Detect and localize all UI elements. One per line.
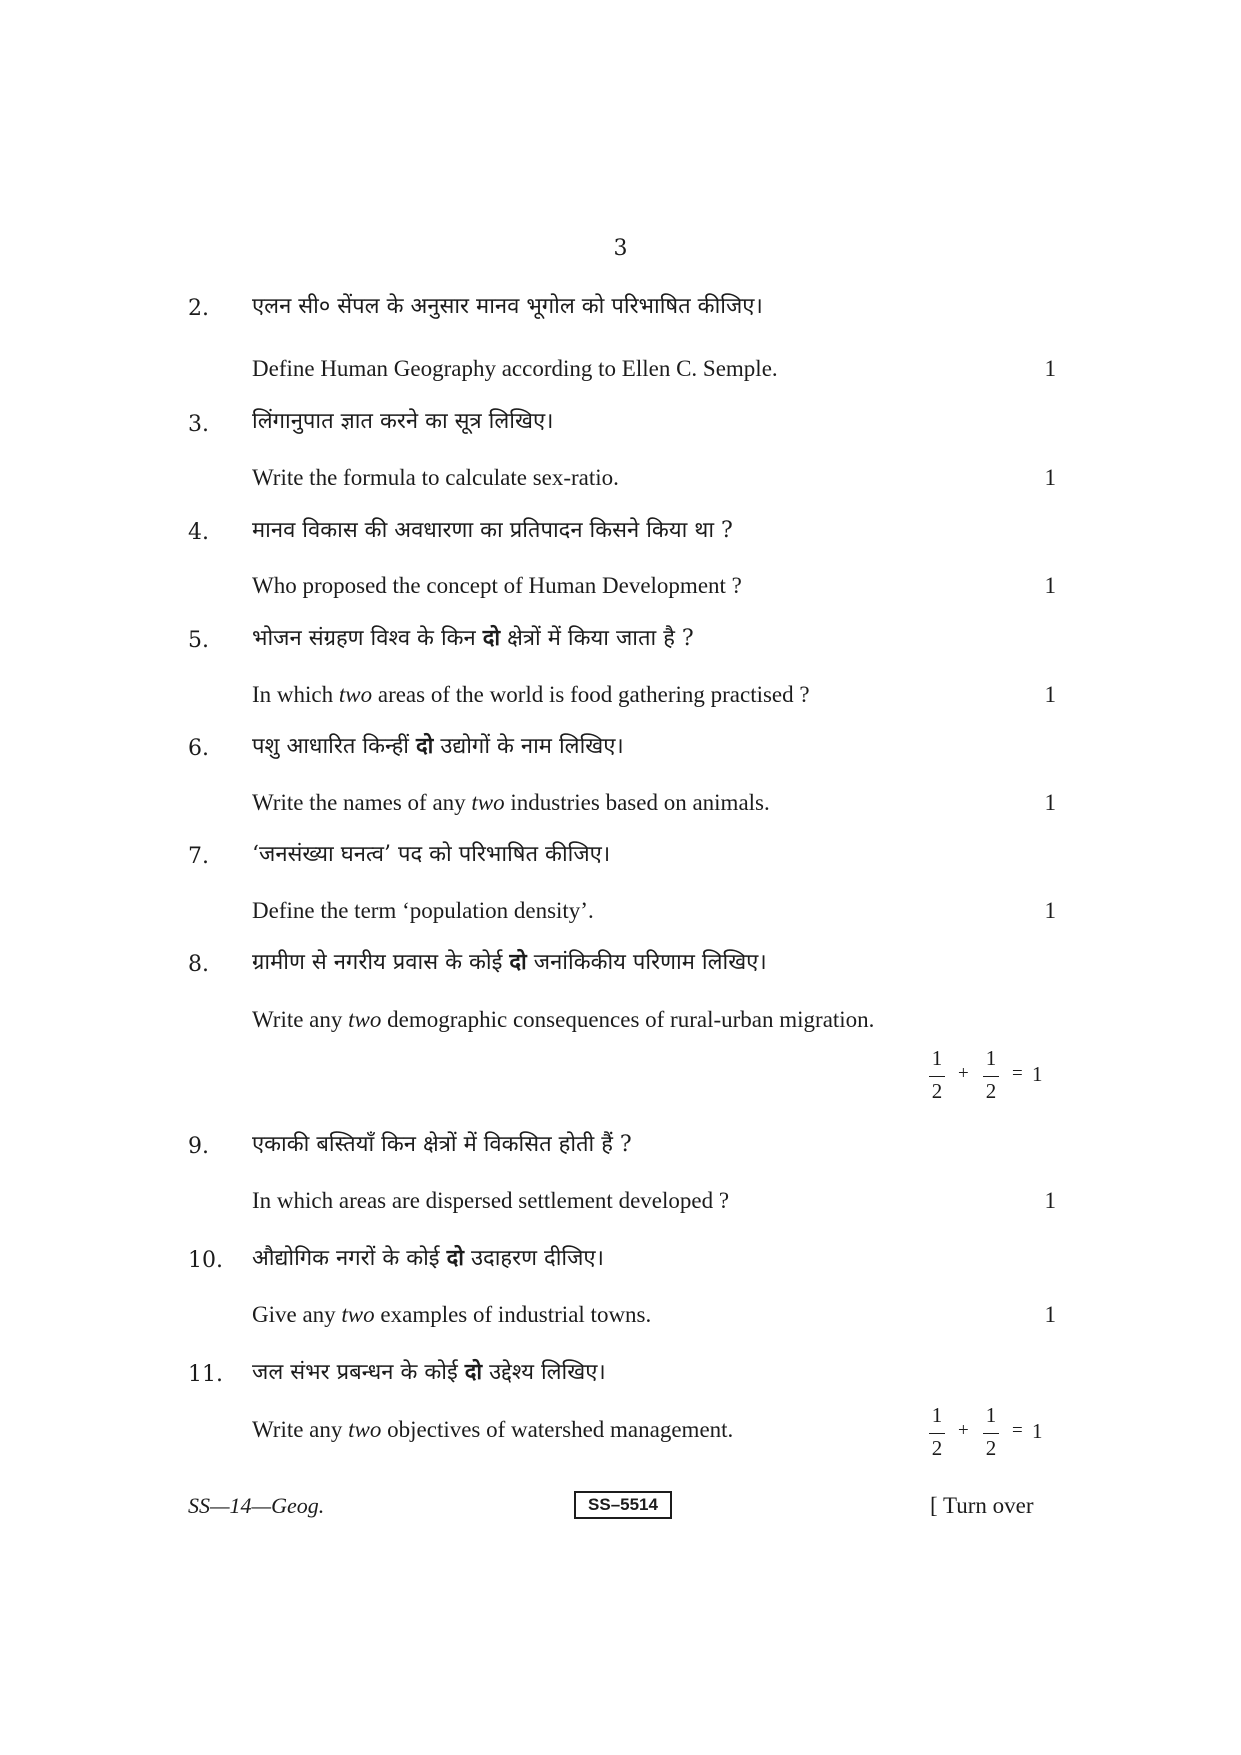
question-marks: 1 — [1044, 573, 1056, 598]
question-marks: 1 — [1044, 1188, 1056, 1213]
question-hindi: ‘जनसंख्या घनत्व’ पद को परिभाषित कीजिए। — [252, 842, 611, 867]
question-hindi: एलन सी० सेंपल के अनुसार मानव भूगोल को परिभाषित कीजिए। — [252, 294, 763, 319]
fraction-denominator: 2 — [931, 1079, 943, 1103]
question-english: Write any two demographic consequences of rural-urban migration. — [252, 1007, 875, 1032]
question-number: 6. — [188, 736, 209, 761]
fraction-bar — [929, 1433, 945, 1434]
question-number: 2. — [188, 296, 209, 321]
question-english: Define Human Geography according to Ellen C. Semple. — [252, 356, 778, 381]
question-hindi: मानव विकास की अवधारणा का प्रतिपादन किसने किया था ? — [252, 518, 733, 543]
question-hindi: भोजन संग्रहण विश्व के किन दो क्षेत्रों में किया जाता है ? — [252, 625, 694, 651]
split-marks — [928, 1403, 1058, 1463]
question-hindi: ग्रामीण से नगरीय प्रवास के कोई दो जनांकिकीय परिणाम लिखिए। — [252, 949, 767, 975]
question-english: Write any two objectives of watershed management. — [252, 1417, 734, 1442]
split-marks — [928, 1046, 1058, 1106]
question-english: Who proposed the concept of Human Development ? — [252, 573, 742, 598]
fraction-bar — [983, 1433, 999, 1434]
question-hindi: औद्योगिक नगरों के कोई दो उदाहरण दीजिए। — [252, 1245, 604, 1271]
question-marks: 1 — [1044, 356, 1056, 381]
fraction-numerator: 1 — [931, 1046, 943, 1070]
question-english: Write the names of any two industries based on animals. — [252, 790, 770, 815]
question-number: 4. — [188, 520, 209, 545]
question-marks: 1 — [1044, 790, 1056, 815]
question-hindi: लिंगानुपात ज्ञात करने का सूत्र लिखिए। — [252, 409, 554, 434]
split-marks-total: 1 — [1032, 1062, 1043, 1086]
question-marks: 1 — [1044, 898, 1056, 923]
question-number: 9. — [188, 1134, 209, 1159]
question-marks: 1 — [1044, 1302, 1056, 1327]
question-hindi: एकाकी बस्तियाँ किन क्षेत्रों में विकसित होती हैं ? — [252, 1132, 632, 1157]
footer-turn-over: [ Turn over — [930, 1493, 1034, 1518]
footer-paper-code: SS—14—Geog. — [188, 1493, 325, 1518]
fraction-numerator: 1 — [931, 1403, 943, 1427]
fraction-bar — [929, 1076, 945, 1077]
question-english: In which two areas of the world is food gathering practised ? — [252, 682, 810, 707]
question-hindi: जल संभर प्रबन्धन के कोई दो उद्देश्य लिखिए। — [252, 1359, 606, 1385]
question-english: Write the formula to calculate sex-ratio. — [252, 465, 619, 490]
fraction-numerator: 1 — [985, 1403, 997, 1427]
question-number: 7. — [188, 844, 209, 869]
plus-sign: + — [958, 1063, 969, 1084]
fraction-bar — [983, 1076, 999, 1077]
footer-series-code: SS–5514 — [574, 1491, 672, 1519]
fraction-denominator: 2 — [931, 1436, 943, 1460]
split-marks-total: 1 — [1032, 1419, 1043, 1443]
fraction-numerator: 1 — [985, 1046, 997, 1070]
question-number: 11. — [188, 1362, 223, 1387]
question-english: Give any two examples of industrial towns. — [252, 1302, 652, 1327]
question-number: 3. — [188, 412, 209, 437]
question-marks: 1 — [1044, 465, 1056, 490]
equals-sign: = — [1012, 1420, 1023, 1441]
question-english: In which areas are dispersed settlement developed ? — [252, 1188, 730, 1213]
page-number: 3 — [613, 236, 628, 261]
question-number: 8. — [188, 952, 209, 977]
question-hindi: पशु आधारित किन्हीं दो उद्योगों के नाम लिखिए। — [252, 733, 624, 759]
question-number: 10. — [188, 1248, 223, 1273]
question-marks: 1 — [1044, 682, 1056, 707]
equals-sign: = — [1012, 1063, 1023, 1084]
fraction-denominator: 2 — [985, 1436, 997, 1460]
plus-sign: + — [958, 1420, 969, 1441]
question-english: Define the term ‘population density’. — [252, 898, 594, 923]
fraction-denominator: 2 — [985, 1079, 997, 1103]
question-number: 5. — [188, 628, 209, 653]
